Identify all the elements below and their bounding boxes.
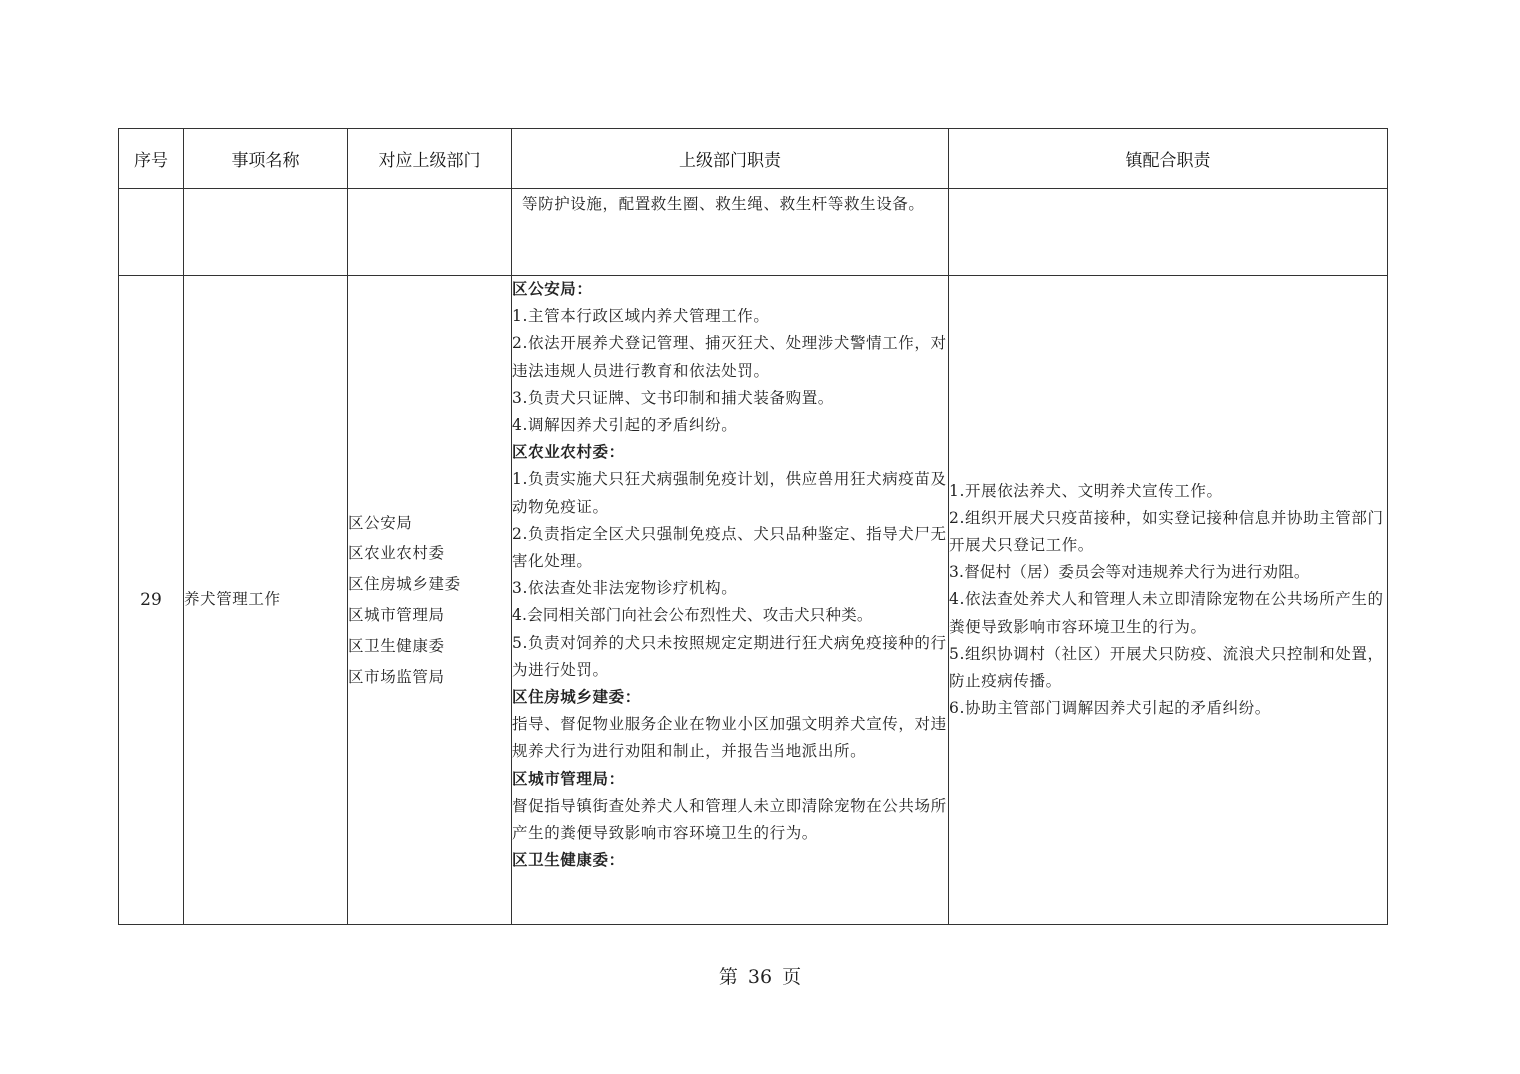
upper-duty-section-title: 区城市管理局： [512, 769, 625, 788]
town-duty-line: 2.组织开展犬只疫苗接种，如实登记接种信息并协助主管部门开展犬只登记工作。 [949, 508, 1384, 554]
cont-dept-cell [348, 189, 512, 276]
upper-duty-section-title: 区卫生健康委： [512, 851, 625, 870]
town-duty-line: 4.依法查处养犬人和管理人未立即清除宠物在公共场所产生的粪便导致影响市容环境卫生的行为。 [949, 590, 1384, 636]
page-number-footer [0, 962, 1520, 989]
upper-duty-section-title: 区公安局： [512, 280, 593, 298]
upper-duty-line: 督促指导镇街查处养犬人和管理人未立即清除宠物在公共场所产生的粪便导致影响市容环境卫生的行为。 [512, 796, 947, 843]
upper-duty-line: 3.依法查处非法宠物诊疗机构。 [512, 579, 738, 598]
table-row [119, 276, 1388, 925]
department-item: 区市场监管局 [348, 667, 445, 686]
town-duty-line: 3.督促村（居）委员会等对违规养犬行为进行劝阻。 [949, 563, 1310, 582]
department-item: 区公安局 [348, 513, 413, 532]
department-item: 区城市管理局 [348, 606, 445, 624]
cont-name-cell [184, 189, 348, 276]
table-header-row [119, 129, 1388, 189]
department-list [348, 276, 512, 925]
department-item: 区农业农村委 [348, 544, 445, 563]
department-item: 区住房城乡建委 [348, 575, 461, 594]
upper-duty-line: 指导、督促物业服务企业在物业小区加强文明养犬宣传，对违规养犬行为进行劝阻和制止，并报告当地派出所。 [512, 715, 947, 761]
town-duty-line: 5.组织协调村（社区）开展犬只防疫、流浪犬只控制和处置，防止疫病传播。 [949, 644, 1384, 690]
page-suffix: 页 [782, 966, 802, 988]
header-upper-duties: 上级部门职责 [512, 129, 949, 189]
town-duty-line: 1.开展依法养犬、文明养犬宣传工作。 [949, 481, 1223, 500]
upper-duty-section-title: 区农业农村委： [512, 443, 625, 462]
header-seq: 序号 [119, 129, 184, 189]
page-number: 36 [747, 966, 773, 988]
table-row-continued [119, 189, 1388, 276]
cont-town-cell [949, 189, 1388, 276]
upper-duty-line: 2.依法开展养犬登记管理、捕灭狂犬、处理涉犬警情工作，对违法违规人员进行教育和依法处罚。 [512, 334, 947, 380]
upper-duty-line: 4.会同相关部门向社会公布烈性犬、攻击犬只种类。 [512, 606, 873, 625]
town-duties-cell [949, 276, 1388, 925]
upper-duty-line: 3.负责犬只证牌、文书印制和捕犬装备购置。 [512, 388, 834, 407]
page-prefix: 第 [718, 966, 738, 988]
department-item: 区卫生健康委 [348, 636, 445, 655]
upper-duty-section-title: 区住房城乡建委： [512, 688, 641, 707]
upper-duty-line: 2.负责指定全区犬只强制免疫点、犬只品种鉴定、指导犬尸无害化处理。 [512, 524, 947, 571]
upper-duty-line: 5.负责对饲养的犬只未按照规定定期进行狂犬病免疫接种的行为进行处罚。 [512, 633, 947, 679]
cont-upper-duty-text: 等防护设施，配置救生圈、救生绳、救生杆等救生设备。 [512, 189, 949, 276]
item-seq: 29 [119, 276, 184, 925]
duty-table [118, 128, 1388, 925]
header-town-duties: 镇配合职责 [949, 129, 1388, 189]
town-duty-line: 6.协助主管部门调解因养犬引起的矛盾纠纷。 [949, 699, 1271, 718]
upper-duty-line: 4.调解因养犬引起的矛盾纠纷。 [512, 416, 738, 435]
item-name: 养犬管理工作 [184, 276, 348, 925]
upper-duty-line: 1.主管本行政区域内养犬管理工作。 [512, 307, 770, 326]
header-upper-department: 对应上级部门 [348, 129, 512, 189]
upper-duties-cell [512, 276, 949, 925]
upper-duty-line: 1.负责实施犬只狂犬病强制免疫计划，供应兽用狂犬病疫苗及动物免疫证。 [512, 470, 947, 516]
cont-seq-cell [119, 189, 184, 276]
header-item-name: 事项名称 [184, 129, 348, 189]
